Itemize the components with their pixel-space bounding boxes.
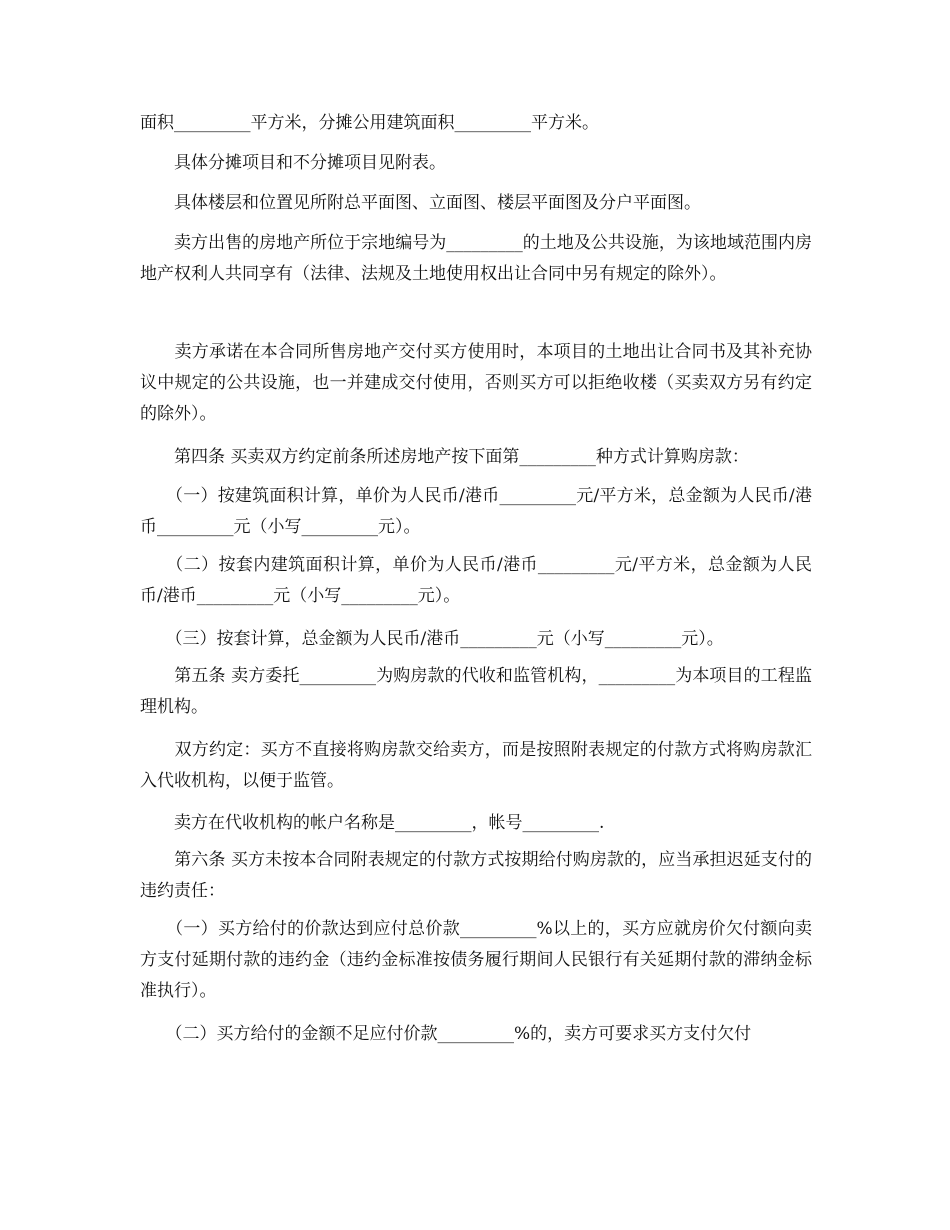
paragraph-apportion-items: 具体分摊项目和不分摊项目见附表。 (140, 153, 446, 173)
paragraph-floor-location: 具体楼层和位置见所附总平面图、立面图、楼层平面图及分户平面图。 (140, 193, 701, 213)
paragraph-area-line: 面积_________平方米，分摊公用建筑面积_________平方米。 (140, 113, 599, 133)
paragraph-clause-6-1: （一）买方给付的价款达到应付总价款_________%以上的，买方应就房价欠付额向卖方支付延期付款的违约金（违约金标准按债务履行期间人民银行有关延期付款的滞纳金标准执行）。 (140, 919, 812, 1001)
paragraph-land-parcel: 卖方出售的房地产所位于宗地编号为_________的土地及公共设施，为该地域范围内房地产权利人共同享有（法律、法规及土地使用权出让合同中另有规定的除外）。 (140, 233, 812, 284)
paragraph-method-3: （三）按套计算，总金额为人民币/港币_________元（小写_________元）。 (140, 629, 724, 649)
paragraph-account-info: 卖方在代收机构的帐户名称是_________，帐号_________. (140, 813, 605, 833)
paragraph-payment-agreement: 双方约定：买方不直接将购房款交给卖方，而是按照附表规定的付款方式将购房款汇入代收机构，以便于监管。 (140, 740, 812, 791)
paragraph-public-facilities: 卖方承诺在本合同所售房地产交付买方使用时，本项目的土地出让合同书及其补充协议中规定的公共设施，也一并建成交付使用，否则买方可以拒绝收楼（买卖双方另有约定的除外）。 (140, 342, 812, 424)
paragraph-article-5: 第五条 卖方委托_________为购房款的代收和监管机构，_________为本项目的工程监理机构。 (140, 666, 812, 717)
paragraph-article-4: 第四条 买卖双方约定前条所述房地产按下面第_________种方式计算购房款： (140, 447, 749, 467)
paragraph-clause-6-2: （二）买方给付的金额不足应付价款_________%的，卖方可要求买方支付欠付 (140, 1024, 752, 1044)
paragraph-method-2: （二）按套内建筑面积计算，单价为人民币/港币_________元/平方米，总金额为人民币/港币_________元（小写_________元）。 (140, 555, 812, 606)
paragraph-method-1: （一）按建筑面积计算，单价为人民币/港币_________元/平方米，总金额为人民币/港币_________元（小写_________元）。 (140, 486, 812, 537)
paragraph-article-6: 第六条 买方未按本合同附表规定的付款方式按期给付购房款的，应当承担迟延支付的违约责任： (140, 850, 812, 901)
